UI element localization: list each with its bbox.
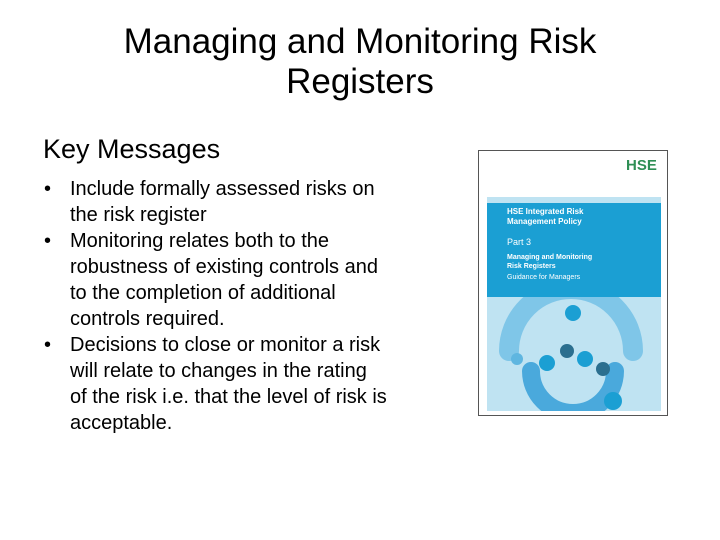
hse-logo-icon: HSE bbox=[626, 157, 657, 174]
bullet-3-line-2: will relate to changes in the rating bbox=[70, 360, 367, 382]
bullet-3-line-1: Decisions to close or monitor a risk bbox=[70, 334, 381, 356]
cover-subtitle-line-1: Managing and Monitoring bbox=[507, 254, 593, 261]
bullet-item-1 bbox=[44, 176, 464, 228]
bullet-2-line-1: Monitoring relates both to the bbox=[70, 230, 330, 252]
bullet-2-line-3: to the completion of additional bbox=[70, 282, 336, 304]
title-line-2: Registers bbox=[286, 62, 434, 101]
bullet-item-2 bbox=[44, 228, 464, 332]
bullet-1-line-1: Include formally assessed risks on bbox=[70, 178, 375, 200]
cover-swirl-art-icon bbox=[487, 297, 661, 411]
cover-part-label: Part 3 bbox=[507, 237, 532, 247]
bullet-dot-icon: • bbox=[44, 230, 52, 252]
cover-policy-title bbox=[507, 207, 657, 227]
cover-subtitle-line-2: Risk Registers bbox=[507, 263, 556, 270]
cover-guidance-label: Guidance for Managers bbox=[507, 274, 581, 281]
cover-policy-line-2: Management Policy bbox=[507, 217, 582, 226]
slide-title bbox=[60, 22, 660, 102]
policy-document-cover-image bbox=[478, 150, 668, 416]
bullet-dot-icon: • bbox=[44, 334, 52, 356]
bullet-2-line-4: controls required. bbox=[70, 308, 225, 330]
bullet-1-line-2: the risk register bbox=[70, 204, 207, 226]
bullet-list bbox=[44, 176, 464, 436]
cover-policy-line-1: HSE Integrated Risk bbox=[507, 207, 584, 216]
key-messages-heading: Key Messages bbox=[43, 134, 221, 164]
cover-subtitle bbox=[507, 253, 657, 271]
title-line-1: Managing and Monitoring Risk bbox=[123, 22, 597, 61]
bullet-3-line-4: acceptable. bbox=[70, 412, 173, 434]
bullet-dot-icon: • bbox=[44, 178, 52, 200]
bullet-3-line-3: of the risk i.e. that the level of risk is bbox=[70, 386, 387, 408]
bullet-2-line-2: robustness of existing controls and bbox=[70, 256, 378, 278]
bullet-item-3 bbox=[44, 332, 464, 436]
